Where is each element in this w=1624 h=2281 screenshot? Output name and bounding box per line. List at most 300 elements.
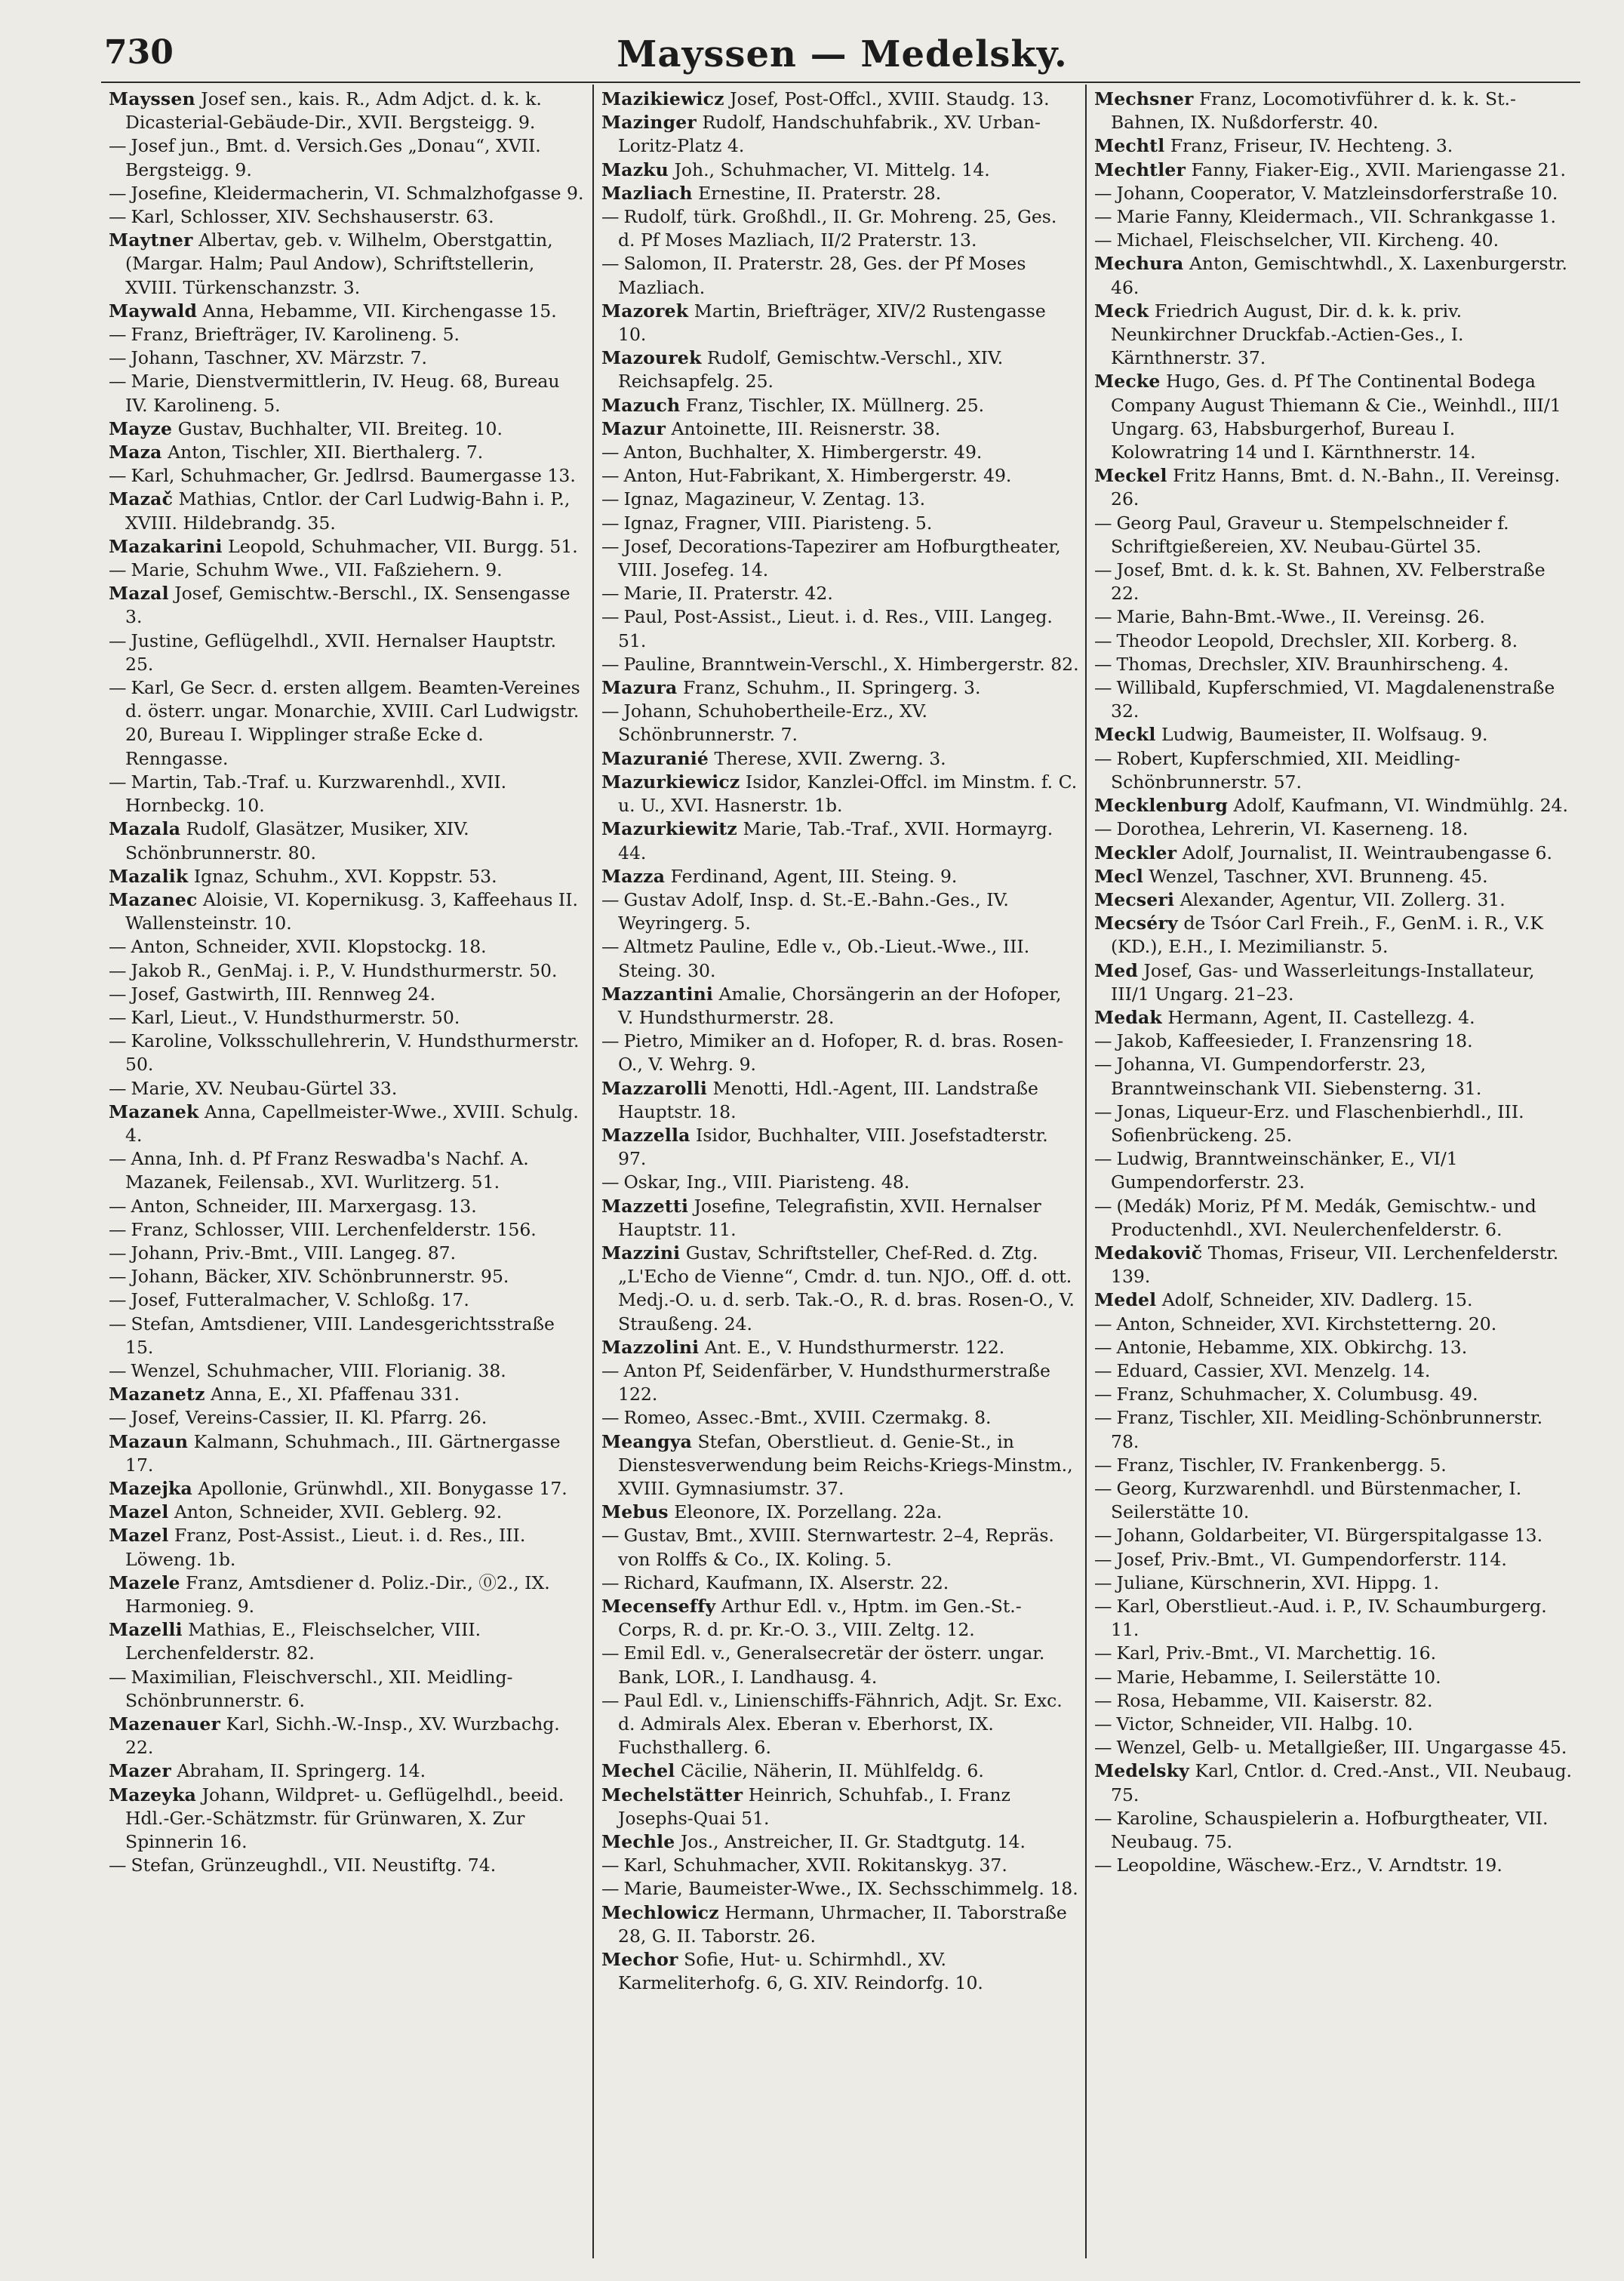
directory-entry xyxy=(109,888,586,935)
entry-text: Juliane, Kürschnerin, XVI. Hippg. 1. xyxy=(1116,1571,1440,1593)
continuation-dash: — xyxy=(1094,1384,1112,1405)
directory-entry xyxy=(601,88,1079,111)
entry-text: Mathias, E., Fleischselcher, VIII. Lerchenfelderstr. 82. xyxy=(125,1619,481,1664)
continuation-dash: — xyxy=(601,653,620,675)
continuation-dash: — xyxy=(1094,677,1112,699)
continuation-dash: — xyxy=(1094,1359,1112,1381)
directory-entry xyxy=(109,370,586,417)
entry-text: Paul Edl. v., Linienschiffs-Fähnrich, Adjt. Sr. Exc. d. Admirals Alex. Eberan v. Eberhorst, IX. Fuchsthallerg. 6. xyxy=(618,1689,1063,1759)
entry-surname: Mayssen xyxy=(109,88,195,109)
entry-text: Anton, Tischler, XII. Bierthalerg. 7. xyxy=(168,442,484,463)
entry-text: Jakob, Kaffeesieder, I. Franzensring 18. xyxy=(1116,1030,1473,1052)
entry-text: Johann, Bäcker, XIV. Schönbrunnerstr. 95. xyxy=(131,1266,509,1288)
directory-entry xyxy=(109,346,586,370)
entry-text: Johann, Wildpret- u. Geflügelhdl., beeid. Hdl.-Ger.-Schätzmstr. für Grünwaren, X. Zur Spinnerin 16. xyxy=(125,1784,564,1853)
entry-text: Gustav, Buchhalter, VII. Breiteg. 10. xyxy=(177,417,503,439)
entry-text: Franz, Schuhm., II. Springerg. 3. xyxy=(682,677,981,699)
entry-text: Karl, Oberstlieut.-Aud. i. P., IV. Schaumburgerg. 11. xyxy=(1111,1596,1547,1641)
page-title: Mayssen — Medelsky. xyxy=(617,33,1068,75)
directory-entry xyxy=(109,1430,586,1477)
directory-entry xyxy=(109,630,586,676)
continuation-dash: — xyxy=(1094,1525,1112,1547)
entry-text: Franz, Tischler, IV. Frankenbergg. 5. xyxy=(1116,1454,1447,1476)
entry-text: Martin, Tab.-Traf. u. Kurzwarenhdl., XVII. Hornbeckg. 10. xyxy=(125,771,507,817)
directory-entry xyxy=(1094,1571,1572,1595)
entry-surname: Mazku xyxy=(601,159,669,180)
entry-surname: Mechura xyxy=(1094,253,1184,275)
directory-entry xyxy=(109,1477,586,1501)
directory-entry xyxy=(601,817,1079,864)
column-1 xyxy=(101,85,594,2258)
continuation-dash: — xyxy=(1094,653,1112,675)
directory-entry xyxy=(601,676,1079,700)
directory-entry xyxy=(1094,229,1572,252)
entry-text: Altmetz Pauline, Edle v., Ob.-Lieut.-Wwe., III. Steing. 30. xyxy=(618,936,1030,981)
entry-surname: Mazuranié xyxy=(601,747,709,769)
continuation-dash: — xyxy=(601,488,620,510)
continuation-dash: — xyxy=(1094,182,1112,204)
entry-text: Oskar, Ing., VIII. Piaristeng. 48. xyxy=(623,1171,910,1193)
directory-entry xyxy=(109,464,586,488)
entry-text: Jakob R., GenMaj. i. P., V. Hundsthurmerstr. 50. xyxy=(131,959,558,981)
directory-entry xyxy=(109,323,586,346)
entry-text: Anton, Schneider, III. Marxergasg. 13. xyxy=(131,1195,477,1217)
entry-text: Josef sen., kais. R., Adm Adjct. d. k. k. Dicasterial-Gebäude-Dir., XVII. Bergsteigg. 9. xyxy=(125,88,542,134)
entry-surname: Mazzini xyxy=(601,1242,681,1264)
directory-entry xyxy=(109,134,586,181)
directory-entry xyxy=(1094,1288,1572,1312)
entry-surname: Mazinger xyxy=(601,112,697,134)
continuation-dash: — xyxy=(1094,1737,1112,1759)
entry-surname: Meckler xyxy=(1094,842,1177,863)
entry-text: Franz, Post-Assist., Lieut. i. d. Res., III. Löweng. 1b. xyxy=(125,1525,526,1570)
entry-surname: Mecenseffy xyxy=(601,1596,716,1617)
entry-text: Ludwig, Baumeister, II. Wolfsaug. 9. xyxy=(1161,724,1488,746)
entry-text: Gustav, Schriftsteller, Chef-Red. d. Ztg. „L'Echo de Vienne“, Cmdr. d. tun. NJO., Off. d. ott. Medj.-O. u. d. serb. Tak.-O., R. d. bras. Rosen-O., V. Straußeng. 24. xyxy=(618,1242,1075,1334)
entry-text: Cäcilie, Näherin, II. Mühlfeldg. 6. xyxy=(680,1760,984,1782)
entry-text: Ignaz, Magazineur, V. Zentag. 13. xyxy=(623,488,926,510)
entry-surname: Maytner xyxy=(109,229,193,251)
entry-text: Karl, Sichh.-W.-Insp., XV. Wurzbachg. 22. xyxy=(125,1713,560,1759)
entry-surname: Mecseri xyxy=(1094,888,1175,910)
entry-surname: Mazal xyxy=(109,583,169,605)
entry-text: Anton, Gemischtwhdl., X. Laxenburgerstr. 46. xyxy=(1111,253,1568,298)
entry-text: Anna, Capellmeister-Wwe., XVIII. Schulg. 4. xyxy=(125,1100,579,1146)
entry-text: Josefine, Telegrafistin, XVII. Hernalser Hauptstr. 11. xyxy=(618,1195,1041,1240)
entry-surname: Meckl xyxy=(1094,724,1156,746)
entry-surname: Mazzolini xyxy=(601,1336,700,1358)
continuation-dash: — xyxy=(1094,559,1112,581)
entry-text: Karl, Schuhmacher, XVII. Rokitanskyg. 37. xyxy=(623,1855,1007,1876)
entry-surname: Mazourek xyxy=(601,347,702,369)
directory-entry xyxy=(601,605,1079,652)
directory-entry xyxy=(109,1524,586,1571)
entry-text: Karl, Priv.-Bmt., VI. Marchettig. 16. xyxy=(1116,1642,1437,1664)
entry-surname: Medel xyxy=(1094,1289,1157,1311)
entry-text: Stefan, Grünzeughdl., VII. Neustiftg. 74. xyxy=(131,1855,497,1876)
continuation-dash: — xyxy=(1094,818,1112,840)
entry-text: Gustav Adolf, Insp. d. St.-E.-Bahn.-Ges., IV. Weyringerg. 5. xyxy=(618,888,1009,934)
entry-surname: Mechtl xyxy=(1094,135,1165,157)
entry-text: Franz, Tischler, IX. Müllnerg. 25. xyxy=(685,394,985,416)
entry-text: Marie, II. Praterstr. 42. xyxy=(623,583,833,605)
directory-entry xyxy=(601,182,1079,205)
directory-entry xyxy=(601,394,1079,417)
entry-text: Mathias, Cntlor. der Carl Ludwig-Bahn i. P., XVIII. Hildebrandg. 35. xyxy=(125,488,571,534)
entry-text: Aloisie, VI. Kopernikusg. 3, Kaffeehaus II. Wallensteinstr. 10. xyxy=(125,888,578,934)
entry-text: Pietro, Mimiker an d. Hofoper, R. d. bras. Rosen-O., V. Wehrg. 9. xyxy=(618,1030,1064,1076)
continuation-dash: — xyxy=(1094,206,1112,228)
entry-surname: Mecséry xyxy=(1094,913,1178,934)
directory-entry xyxy=(1094,630,1572,653)
entry-surname: Mecke xyxy=(1094,371,1161,392)
continuation-dash: — xyxy=(109,347,127,369)
entry-text: Stefan, Amtsdiener, VIII. Landesgerichtsstraße 15. xyxy=(125,1313,555,1358)
entry-text: Josef, Post-Offcl., XVIII. Staudg. 13. xyxy=(730,88,1050,109)
entry-text: Karl, Lieut., V. Hundsthurmerstr. 50. xyxy=(131,1006,460,1028)
continuation-dash: — xyxy=(601,1171,620,1193)
entry-text: Georg Paul, Graveur u. Stempelschneider f. Schriftgießereien, XV. Neubau-Gürtel 35. xyxy=(1111,512,1509,557)
continuation-dash: — xyxy=(1094,1336,1112,1358)
continuation-dash: — xyxy=(109,324,127,346)
continuation-dash: — xyxy=(109,1313,127,1334)
directory-entry xyxy=(1094,1548,1572,1571)
directory-entry xyxy=(1094,817,1572,841)
entry-text: Stefan, Oberstlieut. d. Genie-St., in Dienstesverwendung beim Reichs-Kriegs-Minstm., XVIII. Gymnasiumstr. 37. xyxy=(618,1430,1073,1499)
entry-surname: Mazikiewicz xyxy=(601,88,724,109)
entry-text: Menotti, Hdl.-Agent, III. Landstraße Hauptstr. 18. xyxy=(618,1077,1038,1122)
continuation-dash: — xyxy=(601,512,620,534)
directory-entry xyxy=(109,441,586,464)
directory-entry xyxy=(109,959,586,983)
entry-text: Rudolf, türk. Großhdl., II. Gr. Mohreng. 25, Ges. d. Pf Moses Mazliach, II/2 Praterstr. 13. xyxy=(618,206,1057,251)
entry-text: Ant. E., V. Hundsthurmerstr. 122. xyxy=(704,1336,1005,1358)
continuation-dash: — xyxy=(1094,1148,1112,1170)
directory-entry xyxy=(601,1901,1079,1948)
entry-surname: Mayze xyxy=(109,417,173,439)
entry-text: Sofie, Hut- u. Schirmhdl., XV. Karmeliterhofg. 6, G. XIV. Reindorfg. 10. xyxy=(618,1949,983,1994)
entry-text: Marie, Dienstvermittlerin, IV. Heug. 68, Bureau IV. Karolineng. 5. xyxy=(125,371,560,416)
entry-text: Justine, Geflügelhdl., XVII. Hernalser Hauptstr. 25. xyxy=(125,630,557,675)
continuation-dash: — xyxy=(601,1689,620,1711)
directory-entry xyxy=(1094,1642,1572,1665)
entry-surname: Mazur xyxy=(601,417,666,439)
directory-entry xyxy=(601,512,1079,535)
directory-entry xyxy=(109,535,586,559)
continuation-dash: — xyxy=(109,1195,127,1217)
directory-entry xyxy=(1094,723,1572,746)
directory-entry xyxy=(1094,959,1572,1006)
entry-text: Eduard, Cassier, XVI. Menzelg. 14. xyxy=(1116,1359,1431,1381)
directory-entry xyxy=(1094,182,1572,205)
directory-entry xyxy=(109,983,586,1006)
entry-text: Martin, Briefträger, XIV/2 Rustengasse 10. xyxy=(618,300,1046,346)
continuation-dash: — xyxy=(109,465,127,487)
directory-entry xyxy=(109,1359,586,1383)
directory-entry xyxy=(601,1642,1079,1688)
entry-text: Ernestine, II. Praterstr. 28. xyxy=(698,182,942,204)
continuation-dash: — xyxy=(1094,1030,1112,1052)
entry-text: Franz, Schlosser, VIII. Lerchenfelderstr. 156. xyxy=(131,1218,537,1240)
entry-text: Josef, Gastwirth, III. Rennweg 24. xyxy=(131,983,436,1005)
entry-text: Josef, Vereins-Cassier, II. Kl. Pfarrg. 26. xyxy=(131,1407,488,1429)
entry-text: Josef, Gas- und Wasserleitungs-Installateur, III/1 Ungarg. 21–23. xyxy=(1111,959,1535,1005)
entry-surname: Mazač xyxy=(109,488,174,510)
entry-text: Eleonore, IX. Porzellang. 22a. xyxy=(674,1501,943,1523)
entry-text: Georg, Kurzwarenhdl. und Bürstenmacher, I. Seilerstätte 10. xyxy=(1111,1477,1522,1523)
entry-text: Willibald, Kupferschmied, VI. Magdalenenstraße 32. xyxy=(1111,677,1555,722)
entry-text: Josefine, Kleidermacherin, VI. Schmalzhofgasse 9. xyxy=(131,182,584,204)
directory-entry xyxy=(1094,1595,1572,1642)
entry-text: Karl, Cntlor. d. Cred.-Anst., VII. Neubaug. 75. xyxy=(1111,1760,1572,1805)
directory-entry xyxy=(601,1784,1079,1830)
directory-entry xyxy=(1094,464,1572,511)
continuation-dash: — xyxy=(109,959,127,981)
continuation-dash: — xyxy=(601,888,620,910)
entry-surname: Mazuch xyxy=(601,394,681,416)
entry-surname: Mecklenburg xyxy=(1094,795,1229,817)
directory-entry xyxy=(601,888,1079,935)
entry-surname: Mebus xyxy=(601,1501,669,1523)
entry-surname: Mazzetti xyxy=(601,1195,689,1217)
continuation-dash: — xyxy=(109,1242,127,1264)
entry-text: Franz, Schuhmacher, X. Columbusg. 49. xyxy=(1116,1384,1478,1405)
entry-text: Johann, Priv.-Bmt., VIII. Langeg. 87. xyxy=(131,1242,457,1264)
directory-entry xyxy=(109,182,586,205)
entry-surname: Medak xyxy=(1094,1006,1162,1028)
directory-entry xyxy=(1094,794,1572,817)
directory-entry xyxy=(109,1759,586,1783)
continuation-dash: — xyxy=(601,1407,620,1429)
continuation-dash: — xyxy=(1094,1407,1112,1429)
entry-text: Isidor, Buchhalter, VIII. Josefstadterstr. 97. xyxy=(618,1124,1048,1170)
directory-entry xyxy=(1094,300,1572,371)
directory-entry xyxy=(109,1854,586,1877)
directory-entry xyxy=(109,865,586,888)
directory-entry xyxy=(601,582,1079,605)
directory-entry xyxy=(109,1618,586,1665)
entry-text: Marie, XV. Neubau-Gürtel 33. xyxy=(131,1077,398,1099)
entry-surname: Mazliach xyxy=(601,182,693,204)
directory-entry xyxy=(601,771,1079,817)
continuation-dash: — xyxy=(109,1289,127,1311)
continuation-dash: — xyxy=(601,1030,620,1052)
continuation-dash: — xyxy=(1094,1689,1112,1711)
entry-text: Heinrich, Schuhfab., I. Franz Josephs-Quai 51. xyxy=(618,1784,1010,1829)
directory-entry xyxy=(601,464,1079,488)
directory-entry xyxy=(109,88,586,134)
continuation-dash: — xyxy=(601,1855,620,1876)
entry-text: Josef, Futteralmacher, V. Schloßg. 17. xyxy=(131,1289,469,1311)
entry-text: Amalie, Chorsängerin an der Hofoper, V. Hundsthurmerstr. 28. xyxy=(618,983,1062,1028)
directory-entry xyxy=(109,1713,586,1759)
directory-entry xyxy=(601,1854,1079,1877)
continuation-dash: — xyxy=(601,253,620,275)
entry-surname: Mechor xyxy=(601,1949,678,1971)
continuation-dash: — xyxy=(601,1525,620,1547)
entry-text: Josef, Decorations-Tapezirer am Hofburgtheater, VIII. Josefeg. 14. xyxy=(618,535,1061,581)
entry-surname: Mecl xyxy=(1094,865,1144,887)
directory-entry xyxy=(601,111,1079,158)
entry-surname: Mazenauer xyxy=(109,1713,221,1735)
entry-surname: Meck xyxy=(1094,300,1149,322)
entry-text: Johann, Schuhobertheile-Erz., XV. Schönbrunnerstr. 7. xyxy=(618,700,928,746)
entry-text: Anna, Hebamme, VII. Kirchengasse 15. xyxy=(202,300,557,322)
continuation-dash: — xyxy=(109,182,127,204)
directory-entry xyxy=(1094,88,1572,134)
entry-surname: Mazorek xyxy=(601,300,689,322)
continuation-dash: — xyxy=(1094,1054,1112,1076)
directory-entry xyxy=(601,488,1079,511)
continuation-dash: — xyxy=(1094,1666,1112,1688)
entry-text: Pauline, Branntwein-Verschl., X. Himbergerstr. 82. xyxy=(623,653,1079,675)
entry-surname: Mechlowicz xyxy=(601,1901,719,1923)
directory-entry xyxy=(1094,1053,1572,1100)
entry-text: Franz, Tischler, XII. Meidling-Schönbrunnerstr. 78. xyxy=(1111,1407,1543,1452)
continuation-dash: — xyxy=(109,559,127,581)
directory-entry xyxy=(109,1784,586,1855)
entry-text: Wenzel, Gelb- u. Metallgießer, III. Ungargasse 45. xyxy=(1116,1737,1567,1759)
entry-surname: Mazzantini xyxy=(601,983,714,1005)
directory-entry xyxy=(601,300,1079,346)
entry-text: Dorothea, Lehrerin, VI. Kaserneng. 18. xyxy=(1116,818,1469,840)
entry-surname: Mazanetz xyxy=(109,1384,205,1405)
directory-entry xyxy=(601,1877,1079,1901)
continuation-dash: — xyxy=(601,1571,620,1593)
entry-surname: Maywald xyxy=(109,300,198,322)
entry-text: Johann, Taschner, XV. Märzstr. 7. xyxy=(131,347,428,369)
continuation-dash: — xyxy=(601,936,620,958)
continuation-dash: — xyxy=(601,1359,620,1381)
entry-text: Anton, Schneider, XVII. Geblerg. 92. xyxy=(174,1501,503,1523)
directory-entry xyxy=(109,1406,586,1430)
entry-text: Ferdinand, Agent, III. Steing. 9. xyxy=(670,865,958,887)
directory-entry xyxy=(1094,1336,1572,1359)
directory-entry xyxy=(601,1948,1079,1995)
entry-surname: Meangya xyxy=(601,1430,692,1452)
continuation-dash: — xyxy=(1094,1548,1112,1570)
directory-entry xyxy=(109,1195,586,1218)
entry-surname: Maza xyxy=(109,442,162,463)
directory-entry xyxy=(601,983,1079,1030)
entry-text: Fanny, Fiaker-Eig., XVII. Mariengasse 21. xyxy=(1191,159,1566,180)
entry-surname: Mazer xyxy=(109,1760,171,1782)
continuation-dash: — xyxy=(1094,229,1112,251)
continuation-dash: — xyxy=(109,677,127,699)
entry-surname: Mazanec xyxy=(109,888,198,910)
directory-entry xyxy=(109,1501,586,1524)
continuation-dash: — xyxy=(1094,1642,1112,1664)
entry-surname: Mazele xyxy=(109,1571,180,1593)
continuation-dash: — xyxy=(109,135,127,157)
continuation-dash: — xyxy=(601,606,620,628)
entry-text: Johann, Cooperator, V. Matzleinsdorferstraße 10. xyxy=(1116,182,1558,204)
continuation-dash: — xyxy=(601,535,620,557)
directory-entry xyxy=(109,1666,586,1713)
entry-text: Anton, Hut-Fabrikant, X. Himbergerstr. 49. xyxy=(623,465,1012,487)
entry-text: Anton, Schneider, XVII. Klopstockg. 18. xyxy=(131,936,487,958)
entry-surname: Mazel xyxy=(109,1525,169,1547)
entry-text: Therese, XVII. Zwerng. 3. xyxy=(714,747,946,769)
directory-entry xyxy=(601,1689,1079,1760)
continuation-dash: — xyxy=(1094,1100,1112,1122)
continuation-dash: — xyxy=(1094,1195,1112,1217)
continuation-dash: — xyxy=(109,983,127,1005)
entry-text: Salomon, II. Praterstr. 28, Ges. der Pf Moses Mazliach. xyxy=(618,253,1026,298)
directory-entry xyxy=(109,488,586,534)
continuation-dash: — xyxy=(1094,747,1112,769)
directory-entry xyxy=(109,817,586,864)
entry-surname: Mechsner xyxy=(1094,88,1194,109)
entry-text: Hermann, Uhrmacher, II. Taborstraße 28, G. II. Taborstr. 26. xyxy=(618,1901,1067,1947)
entry-text: Thomas, Friseur, VII. Lerchenfelderstr. 139. xyxy=(1111,1242,1559,1288)
entry-text: Romeo, Assec.-Bmt., XVIII. Czermakg. 8. xyxy=(623,1407,992,1429)
entry-text: Anna, E., XI. Pfaffenau 331. xyxy=(211,1384,460,1405)
entry-text: (Medák) Moriz, Pf M. Medák, Gemischtw.- und Productenhdl., XVI. Neulerchenfelderstr. 6. xyxy=(1111,1195,1536,1240)
directory-entry xyxy=(1094,512,1572,559)
entry-surname: Mazurkiewicz xyxy=(601,771,740,793)
entry-surname: Mechtler xyxy=(1094,159,1186,180)
entry-text: Joh., Schuhmacher, VI. Mittelg. 14. xyxy=(674,159,990,180)
directory-entry xyxy=(1094,912,1572,959)
directory-entry xyxy=(601,653,1079,676)
directory-entry xyxy=(601,1406,1079,1430)
entry-text: Ludwig, Branntweinschänker, E., VI/1 Gumpendorferstr. 23. xyxy=(1111,1148,1458,1193)
entry-text: Karoline, Volksschullehrerin, V. Hundsthurmerstr. 50. xyxy=(125,1030,580,1076)
continuation-dash: — xyxy=(1094,1313,1112,1334)
directory-entry xyxy=(601,441,1079,464)
directory-entry xyxy=(1094,134,1572,158)
directory-entry xyxy=(1094,1313,1572,1336)
entry-surname: Mazejka xyxy=(109,1477,192,1499)
directory-entry xyxy=(109,559,586,582)
entry-text: Paul, Post-Assist., Lieut. i. d. Res., VIII. Langeg. 51. xyxy=(618,606,1053,651)
directory-entry xyxy=(601,1359,1079,1406)
entry-text: Josef, Bmt. d. k. k. St. Bahnen, XV. Felberstraße 22. xyxy=(1111,559,1546,605)
directory-entry xyxy=(1094,747,1572,794)
directory-entry xyxy=(601,417,1079,441)
directory-entry xyxy=(109,417,586,441)
continuation-dash: — xyxy=(1094,606,1112,628)
entry-surname: Mazaun xyxy=(109,1430,189,1452)
directory-entry xyxy=(109,205,586,229)
entry-text: Rosa, Hebamme, VII. Kaiserstr. 82. xyxy=(1116,1689,1433,1711)
entry-text: Adolf, Journalist, II. Weintraubengasse 6. xyxy=(1182,842,1552,863)
entry-text: Wenzel, Schuhmacher, VIII. Florianig. 38. xyxy=(131,1359,506,1381)
entry-text: Josef, Gemischtw.-Berschl., IX. Sensengasse 3. xyxy=(125,583,571,628)
entry-text: Robert, Kupferschmied, XII. Meidling-Schönbrunnerstr. 57. xyxy=(1111,747,1460,793)
directory-entry xyxy=(601,346,1079,393)
entry-surname: Mazala xyxy=(109,818,181,840)
entry-text: Theodor Leopold, Drechsler, XII. Korberg. 8. xyxy=(1116,630,1518,651)
entry-text: Kalmann, Schuhmach., III. Gärtnergasse 17. xyxy=(125,1430,561,1476)
directory-entry xyxy=(1094,1713,1572,1736)
directory-entry xyxy=(1094,370,1572,464)
entry-surname: Mechle xyxy=(601,1831,675,1853)
directory-entry xyxy=(601,1171,1079,1194)
directory-entry xyxy=(601,252,1079,299)
continuation-dash: — xyxy=(1094,1571,1112,1593)
directory-entry xyxy=(1094,676,1572,723)
entry-text: Marie, Tab.-Traf., XVII. Hormayrg. 44. xyxy=(618,818,1053,863)
entry-text: Karoline, Schauspielerin a. Hofburgtheater, VII. Neubaug. 75. xyxy=(1111,1807,1549,1853)
entry-surname: Mazelli xyxy=(109,1619,183,1641)
continuation-dash: — xyxy=(109,771,127,793)
directory-entry xyxy=(1094,653,1572,676)
entry-text: Johanna, VI. Gumpendorferstr. 23, Branntweinschank VII. Siebensterng. 31. xyxy=(1111,1054,1482,1099)
entry-surname: Mazeyka xyxy=(109,1784,197,1805)
entry-text: Richard, Kaufmann, IX. Alserstr. 22. xyxy=(623,1571,949,1593)
